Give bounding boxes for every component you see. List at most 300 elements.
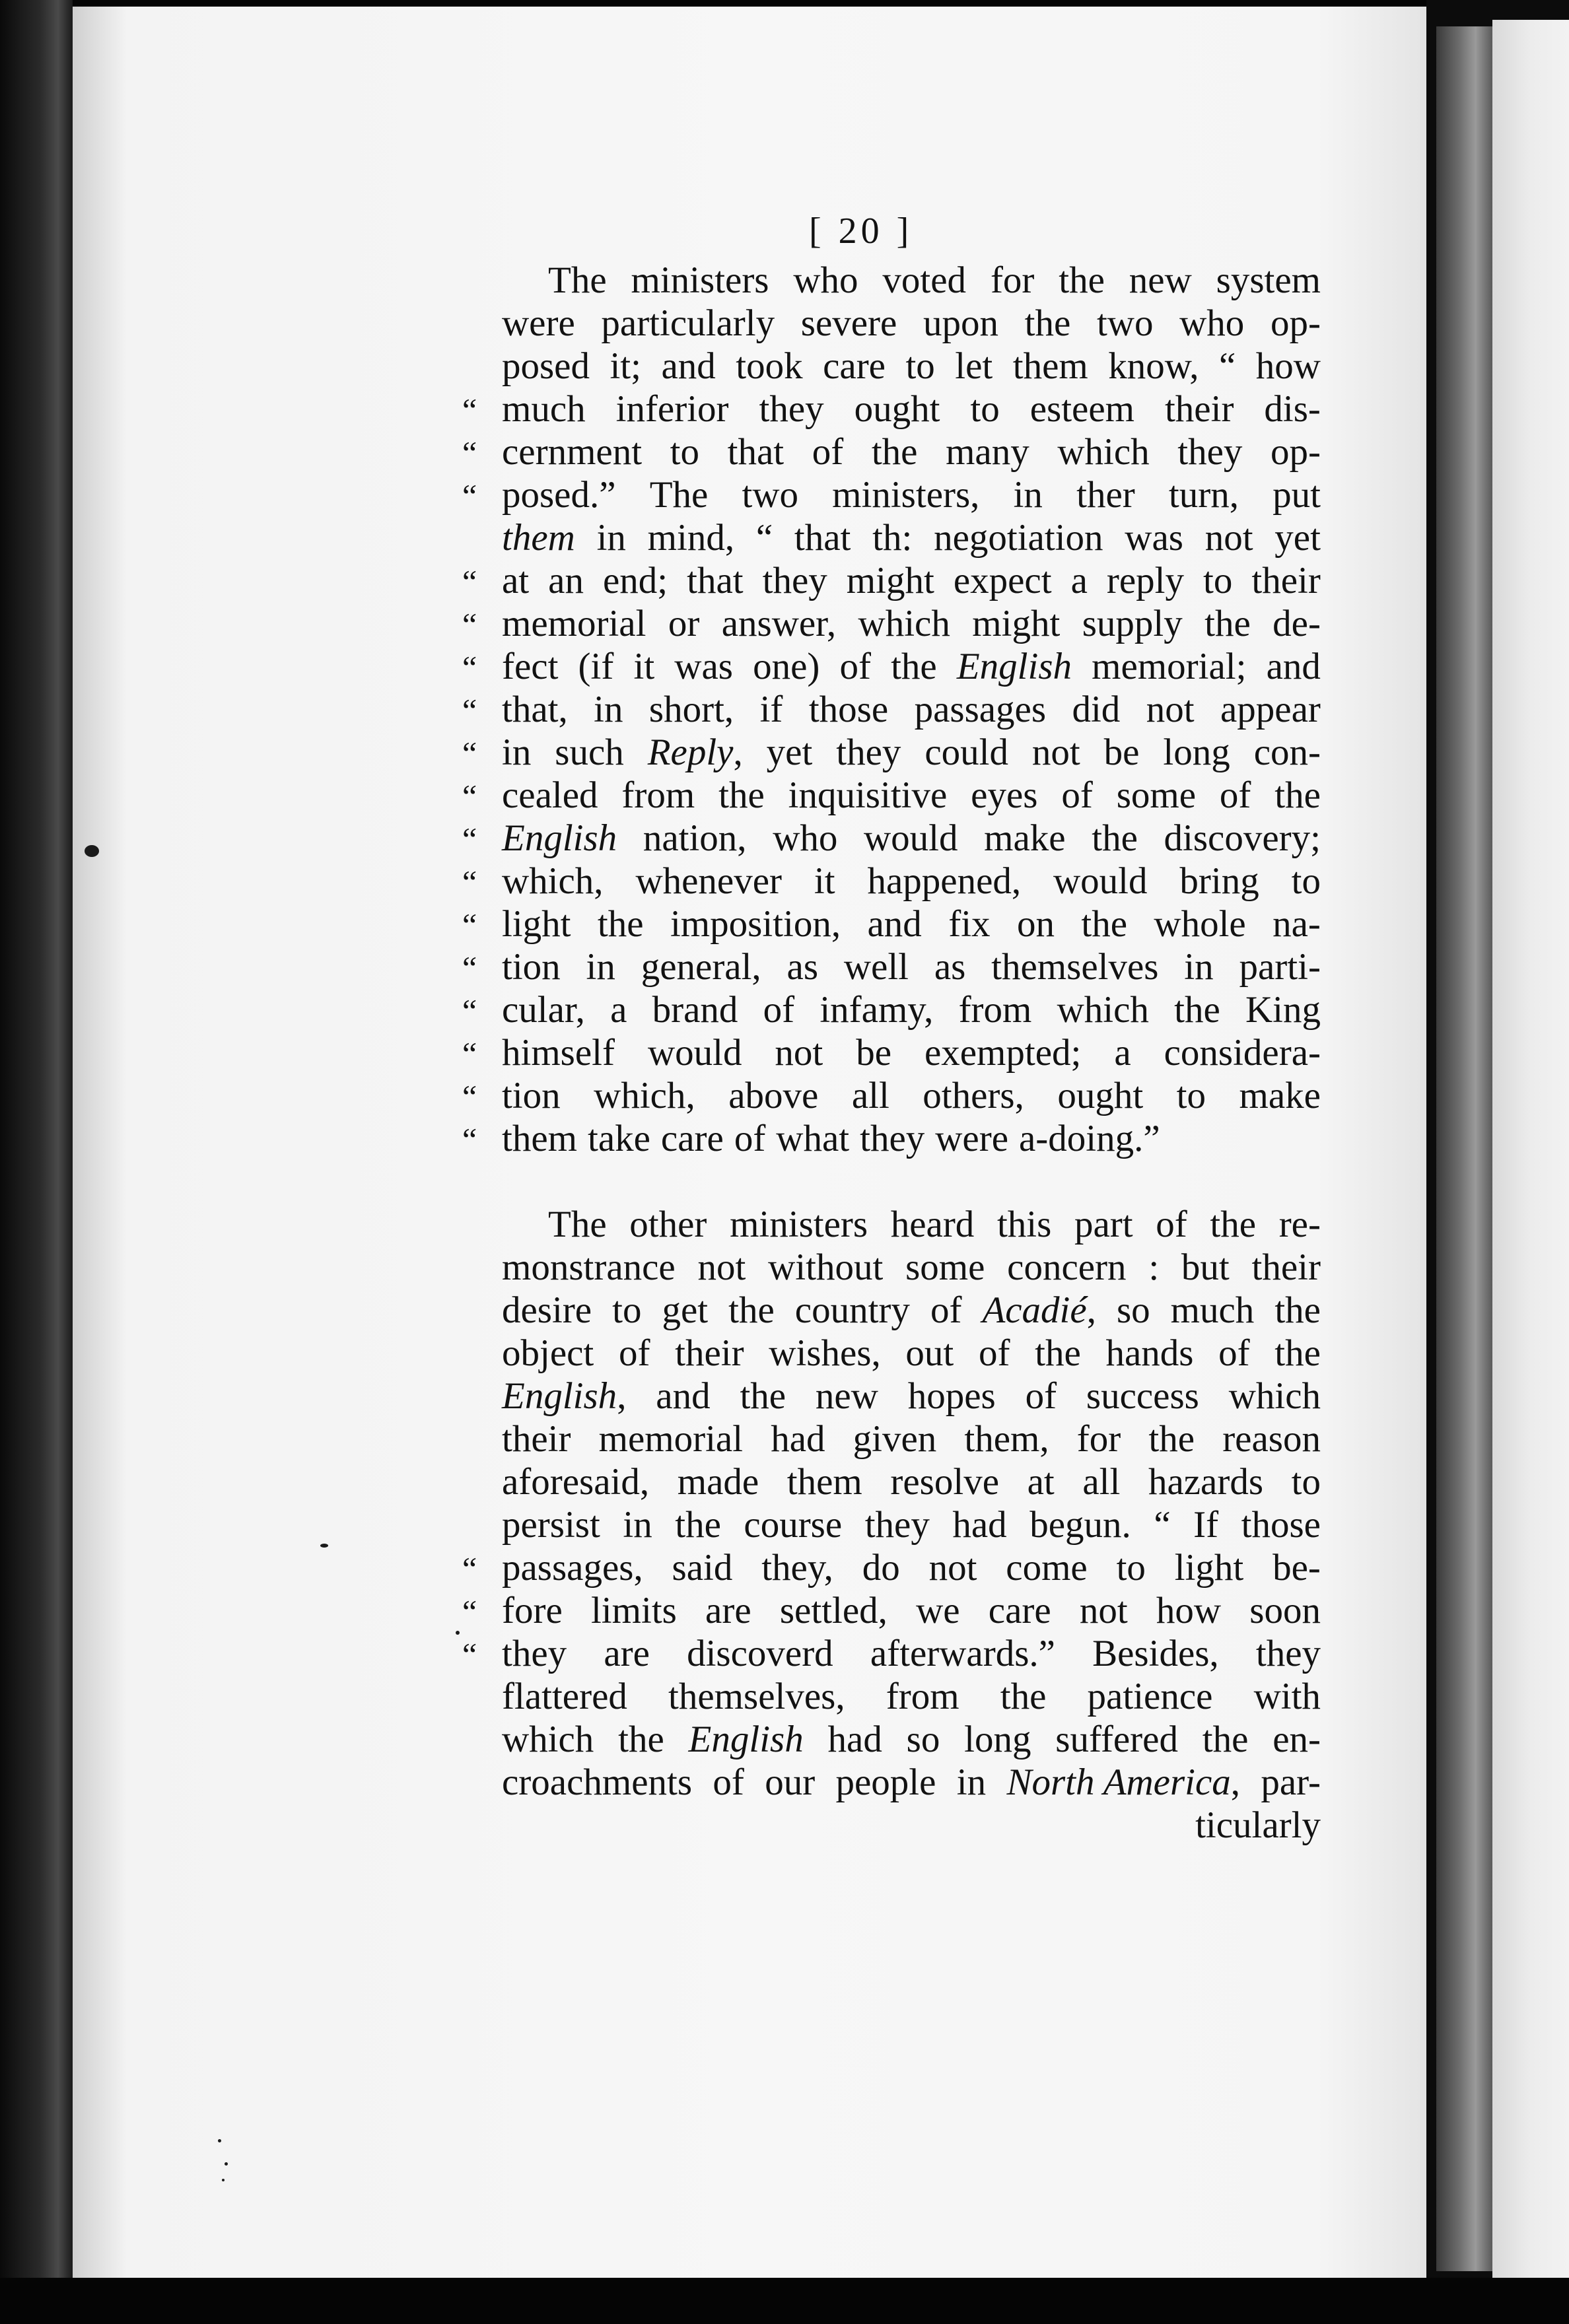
word: the	[1081, 903, 1127, 945]
word: en-	[1273, 1719, 1321, 1760]
word: at	[1027, 1461, 1055, 1503]
word: upon	[923, 302, 998, 344]
text-line	[462, 259, 1321, 302]
text-line	[462, 473, 1321, 516]
word: which	[502, 1719, 594, 1760]
word: without	[768, 1247, 884, 1288]
word: people	[835, 1761, 936, 1803]
text-line	[462, 388, 1321, 430]
word: so	[906, 1719, 940, 1760]
word: in	[502, 732, 532, 773]
word: were	[502, 302, 575, 344]
word: “	[755, 517, 773, 559]
quote-mark: “	[462, 1593, 477, 1630]
word: to	[1116, 1547, 1146, 1589]
word: with	[1253, 1676, 1321, 1717]
word: they	[860, 1118, 925, 1159]
word: we	[916, 1590, 960, 1631]
word: come	[1006, 1547, 1088, 1589]
word: ministers,	[832, 474, 980, 516]
word: much	[1170, 1289, 1255, 1331]
word: not	[1204, 517, 1253, 559]
word: an	[548, 560, 584, 601]
word: light	[1174, 1547, 1244, 1589]
word: they	[836, 732, 901, 773]
line-text	[502, 1203, 1321, 1246]
word: some	[905, 1247, 985, 1288]
line-text	[502, 817, 1321, 860]
text-line	[462, 1418, 1321, 1460]
word: heard	[890, 1204, 975, 1245]
word: eyes	[971, 774, 1038, 816]
word: are	[604, 1633, 650, 1674]
catchword-line	[462, 1804, 1321, 1847]
word: esteem	[1029, 388, 1134, 430]
word: in	[623, 1504, 652, 1546]
quote-mark: “	[462, 692, 477, 729]
word: from	[958, 989, 1032, 1031]
line-text	[502, 473, 1321, 516]
word: memorial	[502, 603, 646, 644]
word: two	[742, 474, 798, 516]
word: resolve	[890, 1461, 999, 1503]
line-text	[502, 1418, 1321, 1460]
word: yet	[1274, 517, 1321, 559]
word: their	[1251, 560, 1321, 601]
quote-mark: “	[462, 1035, 477, 1072]
quote-mark: “	[462, 1121, 477, 1158]
word: were	[935, 1118, 1008, 1159]
word: them	[502, 1118, 577, 1159]
word: tion	[502, 946, 561, 988]
text-line	[462, 1375, 1321, 1418]
word: con-	[1253, 732, 1321, 773]
line-text	[502, 430, 1321, 473]
word: who	[793, 259, 858, 301]
word: might	[972, 603, 1061, 644]
text-line	[462, 602, 1321, 645]
quote-mark: “	[462, 735, 477, 772]
word: would	[864, 817, 958, 859]
word: which	[858, 603, 950, 644]
word: light	[502, 903, 571, 945]
quote-mark: “	[462, 649, 477, 686]
word: the	[1000, 1676, 1047, 1717]
word: bring	[1179, 860, 1259, 902]
word: other	[629, 1204, 707, 1245]
word: how	[1156, 1590, 1222, 1631]
word: hazards	[1148, 1461, 1264, 1503]
word: in	[956, 1761, 987, 1803]
word: their	[502, 1418, 571, 1460]
word: that	[687, 560, 744, 601]
word: whenever	[635, 860, 782, 902]
word: of	[734, 1118, 766, 1159]
word: tion	[502, 1075, 561, 1116]
word: not	[1146, 689, 1195, 730]
word: the	[1148, 1418, 1195, 1460]
word: them	[1012, 345, 1088, 387]
word: Reply,	[647, 732, 743, 773]
line-text	[502, 1503, 1321, 1546]
word: fix	[948, 903, 991, 945]
word: which	[1057, 431, 1150, 473]
word: not	[697, 1247, 746, 1288]
word: the	[1174, 989, 1220, 1031]
word: the	[891, 646, 937, 687]
line-text	[502, 1289, 1321, 1332]
word: whole	[1154, 903, 1246, 945]
word: from	[621, 774, 695, 816]
word: the	[675, 1504, 721, 1546]
word: settled,	[779, 1590, 888, 1631]
word: to	[1291, 1461, 1321, 1503]
text-line	[462, 1632, 1321, 1675]
word: would	[647, 1032, 742, 1074]
word: took	[736, 345, 803, 387]
word: and	[1266, 646, 1321, 687]
word: was	[674, 646, 733, 687]
word: it	[633, 646, 655, 687]
word: object	[502, 1332, 594, 1374]
text-line	[462, 1718, 1321, 1761]
word: from	[886, 1676, 959, 1717]
word: and	[656, 1375, 711, 1417]
word: imposition,	[670, 903, 841, 945]
text-line	[462, 1332, 1321, 1375]
word: themselves,	[668, 1676, 845, 1717]
word: their	[1164, 388, 1234, 430]
word: posed.”	[502, 474, 616, 516]
word: the	[1274, 1289, 1321, 1331]
word: English	[956, 646, 1072, 687]
word: inferior	[615, 388, 729, 430]
line-text	[502, 688, 1321, 731]
word: they,	[761, 1547, 833, 1589]
word: “	[1154, 1504, 1171, 1546]
ink-speck	[85, 845, 99, 857]
word: it;	[610, 345, 641, 387]
word: The	[649, 474, 709, 516]
word: passages,	[502, 1547, 643, 1589]
word: discoverd	[687, 1633, 833, 1674]
word: had	[952, 1504, 1007, 1546]
word: concern	[1007, 1247, 1127, 1288]
text-line	[462, 1761, 1321, 1804]
word: get	[662, 1289, 709, 1331]
word: the	[1035, 1332, 1081, 1374]
word: part	[1074, 1204, 1133, 1245]
word: expect	[953, 560, 1052, 601]
word: would	[1053, 860, 1148, 902]
word: desire	[502, 1289, 592, 1331]
word: but	[1181, 1247, 1230, 1288]
word: which,	[502, 860, 604, 902]
ink-speck	[456, 1631, 460, 1635]
word: be	[1103, 732, 1140, 773]
text-line	[462, 860, 1321, 903]
word: answer,	[721, 603, 837, 644]
line-text	[502, 559, 1321, 602]
line-text	[502, 1375, 1321, 1418]
body-text	[462, 259, 1321, 1847]
quote-mark: “	[462, 1636, 477, 1673]
word: “	[1218, 345, 1236, 387]
text-line	[462, 1117, 1321, 1160]
word: the	[1210, 1204, 1257, 1245]
word: which	[1057, 989, 1149, 1031]
word: the	[1092, 817, 1138, 859]
text-line	[462, 1246, 1321, 1289]
word: general,	[641, 946, 761, 988]
word: and	[867, 903, 922, 945]
text-line	[462, 945, 1321, 988]
line-text	[502, 774, 1321, 817]
text-line	[462, 559, 1321, 602]
word: they	[1255, 1633, 1321, 1674]
word: in	[1184, 946, 1214, 988]
quote-mark: “	[462, 949, 477, 986]
word: those	[808, 689, 889, 730]
line-text	[502, 903, 1321, 945]
word: all	[851, 1075, 889, 1116]
word: to	[905, 345, 935, 387]
word: above	[728, 1075, 819, 1116]
word: know,	[1108, 345, 1199, 387]
word: na-	[1273, 903, 1321, 945]
word: suffered	[1055, 1719, 1178, 1760]
word: that	[727, 431, 784, 473]
word: hopes	[907, 1375, 996, 1417]
word: they	[759, 388, 824, 430]
word: begun.	[1029, 1504, 1131, 1546]
word: this	[996, 1204, 1052, 1245]
word: limits	[590, 1590, 677, 1631]
word: Besides,	[1092, 1633, 1219, 1674]
paragraph-1	[462, 259, 1321, 1160]
word: long	[1163, 732, 1230, 773]
word: de-	[1273, 603, 1321, 644]
word: our	[765, 1761, 816, 1803]
word: on	[1016, 903, 1055, 945]
text-line	[462, 1503, 1321, 1546]
word: of	[1025, 1375, 1057, 1417]
word: put	[1273, 474, 1321, 516]
line-text	[502, 945, 1321, 988]
word: the	[618, 1719, 664, 1760]
word: many	[946, 431, 1029, 473]
word: to	[670, 431, 700, 473]
text-line	[462, 1460, 1321, 1503]
quote-mark: “	[462, 778, 477, 815]
text-line	[462, 430, 1321, 473]
page-number: [ 20 ]	[809, 211, 913, 252]
word: that,	[502, 689, 568, 730]
book-spine-shadow	[0, 0, 73, 2324]
word: as	[934, 946, 966, 988]
word: memorial	[598, 1418, 744, 1460]
word: hands	[1105, 1332, 1194, 1374]
word: in	[586, 946, 615, 988]
word: new	[1129, 259, 1192, 301]
word: them	[786, 1461, 862, 1503]
word: of	[618, 1332, 650, 1374]
quote-mark: “	[462, 563, 477, 600]
word: could	[924, 732, 1008, 773]
text-line	[462, 1546, 1321, 1589]
word: aforesaid,	[502, 1461, 650, 1503]
word: the	[871, 431, 918, 473]
word: cernment	[502, 431, 643, 473]
word: success	[1086, 1375, 1199, 1417]
text-line	[462, 903, 1321, 945]
word: said	[672, 1547, 733, 1589]
word: passages	[914, 689, 1047, 730]
word: happened,	[867, 860, 1022, 902]
word: the	[1274, 774, 1321, 816]
quote-mark: “	[462, 1550, 477, 1587]
word: If	[1193, 1504, 1219, 1546]
word: cular,	[502, 989, 585, 1031]
word: make	[1239, 1075, 1321, 1116]
word: ther	[1076, 474, 1135, 516]
word: make	[984, 817, 1066, 859]
word: dis-	[1264, 388, 1321, 430]
word: fore	[502, 1590, 563, 1631]
word: be-	[1273, 1547, 1321, 1589]
quote-mark: “	[462, 821, 477, 858]
word: a-doing.”	[1019, 1118, 1160, 1159]
quote-mark: “	[462, 992, 477, 1029]
word: who	[1179, 302, 1245, 344]
word: to	[1291, 860, 1321, 902]
word: to	[970, 388, 1000, 430]
word: op-	[1270, 431, 1321, 473]
word: not	[775, 1032, 823, 1074]
word: negotiation	[934, 517, 1103, 559]
word: they	[762, 560, 827, 601]
word: well	[843, 946, 909, 988]
word: King	[1245, 989, 1321, 1031]
word: of	[1156, 1204, 1187, 1245]
word: how	[1255, 345, 1321, 387]
text-line	[462, 302, 1321, 345]
word: persist	[502, 1504, 600, 1546]
word: par-	[1261, 1761, 1321, 1803]
word: their	[1251, 1247, 1321, 1288]
ink-speck	[225, 2162, 228, 2166]
quote-mark: “	[462, 477, 477, 514]
word: brand	[652, 989, 738, 1031]
word: yet	[766, 732, 813, 773]
word: let	[955, 345, 993, 387]
text-line	[462, 774, 1321, 817]
word: not	[928, 1547, 977, 1589]
word: might	[846, 560, 934, 601]
word: those	[1241, 1504, 1321, 1546]
word: infamy,	[819, 989, 934, 1031]
line-text	[502, 1718, 1321, 1761]
word: op-	[1270, 302, 1321, 344]
quote-mark: “	[462, 434, 477, 471]
word: th:	[872, 517, 913, 559]
word: to	[1203, 560, 1233, 601]
word: others,	[923, 1075, 1024, 1116]
text-line	[462, 688, 1321, 731]
quote-mark: “	[462, 864, 477, 901]
word: new	[815, 1375, 878, 1417]
line-text	[502, 388, 1321, 430]
word: severe	[800, 302, 897, 344]
word: which	[1228, 1375, 1321, 1417]
word: themselves	[991, 946, 1159, 988]
word: are	[705, 1590, 751, 1631]
word: the	[718, 774, 765, 816]
word: discovery;	[1164, 817, 1321, 859]
word: the	[1274, 1332, 1321, 1374]
word: to	[612, 1289, 642, 1331]
word: of	[1061, 774, 1093, 816]
word: wishes,	[769, 1332, 881, 1374]
word: for	[990, 259, 1035, 301]
word: flattered	[502, 1676, 627, 1717]
word: English	[688, 1719, 804, 1760]
line-text	[502, 1074, 1321, 1117]
word: fect	[502, 646, 559, 687]
word: the	[1059, 259, 1105, 301]
word: himself	[502, 1032, 615, 1074]
word: of	[713, 1761, 744, 1803]
word: one)	[753, 646, 820, 687]
word: given	[853, 1418, 937, 1460]
word: re-	[1278, 1204, 1321, 1245]
text-line	[462, 1203, 1321, 1246]
word: turn,	[1168, 474, 1239, 516]
word: of	[1218, 1332, 1250, 1374]
word: made	[677, 1461, 759, 1503]
paragraph-break	[462, 1160, 1321, 1203]
word: long	[964, 1719, 1031, 1760]
adjacent-page-edge	[1436, 26, 1492, 2271]
word: in	[1013, 474, 1043, 516]
word: so	[1116, 1289, 1150, 1331]
line-text	[502, 1031, 1321, 1074]
text-line	[462, 731, 1321, 774]
word: take	[587, 1118, 650, 1159]
word: the	[597, 903, 644, 945]
word: the	[1204, 603, 1251, 644]
quote-mark: “	[462, 1078, 477, 1115]
word: course	[744, 1504, 843, 1546]
word: English	[502, 817, 617, 859]
word: the	[728, 1289, 775, 1331]
word: reason	[1222, 1418, 1321, 1460]
word: memorial;	[1092, 646, 1247, 687]
word: patience	[1087, 1676, 1213, 1717]
word: they	[502, 1633, 567, 1674]
text-line	[462, 1675, 1321, 1718]
word: such	[555, 732, 624, 773]
word: of	[763, 989, 795, 1031]
word: that	[794, 517, 851, 559]
word: not	[1079, 1590, 1128, 1631]
word: did	[1072, 689, 1121, 730]
word: had	[771, 1418, 825, 1460]
paragraph-2	[462, 1203, 1321, 1804]
word: ought	[1057, 1075, 1144, 1116]
ink-speck	[218, 2139, 221, 2142]
word: do	[862, 1547, 900, 1589]
